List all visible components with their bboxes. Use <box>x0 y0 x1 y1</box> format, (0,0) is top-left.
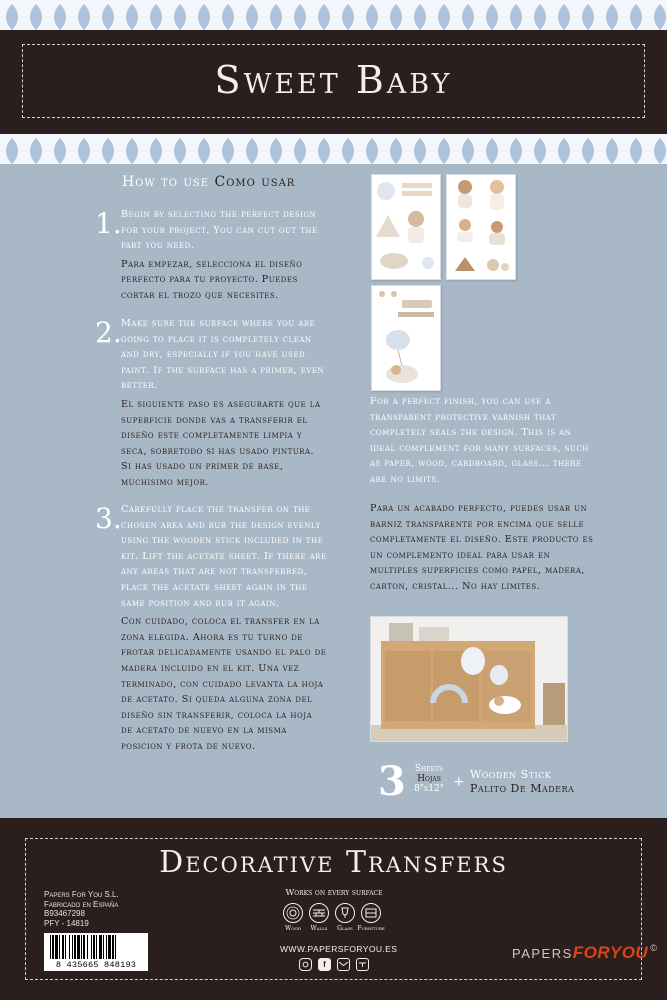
sheet-2-illustration <box>447 175 516 280</box>
product-code: PFY - 14819 <box>44 918 89 928</box>
finish-text-en: For a perfect finish, you can use a transparent protective varnish that completely seals the design. This is an ideal complement for many surfaces, such as paper, wood, cardboard, glass... there are no limits. <box>370 396 589 485</box>
step-number: 2. <box>95 316 122 349</box>
leaf-pattern-band-mid <box>0 134 667 164</box>
leaf-pattern <box>0 134 667 164</box>
wooden-stick-label-es: Palito De Madera <box>470 782 575 795</box>
made-in-label: Fabricado en España <box>44 899 119 909</box>
finish-text-es: Para un acabado perfecto, puedes usar un barniz transparente por encima que selle completamente el diseño. Este producto es un complemento ideal para usar en multiples superficies como papel, madera, carton, cristal... No hay limites. <box>370 503 594 592</box>
surface-label: Wood <box>285 925 301 932</box>
sheets-label-en: Sheets <box>414 764 444 774</box>
brand-logo <box>512 943 657 963</box>
step-text-en: Carefully place the transfer on the chosen area and rub the design evenly using the wooden stick included in the kit. Lift the acetate sheet. If there are any areas that are not transferred, place the acetate sheet again in the same position and rub it again. <box>121 504 327 609</box>
barcode-bar <box>112 935 114 959</box>
kit-contents-badge <box>378 760 578 804</box>
step-number: 1. <box>95 207 122 240</box>
barcode-bar <box>115 935 116 959</box>
step-text-es: El siguiente paso es asegurarte que la superficie donde vas a transferir el diseño este completamente limpia y seca, sobretodo si has usado pintura. Si has usado un primer de base, muchisimo mejor. <box>121 398 321 488</box>
header-banner <box>0 30 667 134</box>
sheet-3-illustration <box>372 286 441 391</box>
step-text-es: Con cuidado, coloca el transfer en la zona elegida. Ahora es tu turno de frotar delicadamente usando el palo de madera incluido en el kit. Una vez terminado, con cuidado levanta la hoja de acetato. Si queda alguna zona del diseño sin transferir, coloca la hoja de acetato de nuevo en la misma posicion y frota de nuevo. <box>121 616 327 752</box>
collection-name: Sweet Baby <box>214 58 453 102</box>
step-text-en: Make sure the surface where you are going to place it is completely clean and dry, especially if you have used paint. If the surface has a primer, even better. <box>121 318 325 392</box>
website-link[interactable]: WWW.PAPERSFORYOU.ES <box>280 944 398 954</box>
room-illustration <box>371 617 568 742</box>
brand-logo-reg: © <box>650 943 658 954</box>
product-line-title: Decorative Transfers <box>159 845 508 880</box>
transfer-sheet-preview-2 <box>446 174 516 280</box>
sheet-size: 8"x12" <box>414 784 444 794</box>
sheet-1-illustration <box>372 175 441 280</box>
barcode-bar <box>99 935 102 959</box>
how-to-heading-es: Como usar <box>214 174 296 190</box>
instructions-panel <box>0 164 667 818</box>
barcode-bar <box>65 935 66 959</box>
barcode-bar <box>93 935 95 959</box>
walls-icon <box>309 903 329 923</box>
company-info <box>44 890 119 928</box>
how-to-heading-en: How to use <box>122 174 210 190</box>
barcode-bar <box>62 935 64 959</box>
sheet-count: 3 <box>378 758 406 805</box>
brand-logo-accent: FORYOU <box>572 943 649 962</box>
surface-label: Furniture <box>357 925 385 932</box>
barcode-bar <box>103 935 104 959</box>
mail-icon[interactable] <box>337 958 350 971</box>
barcode-bar <box>74 935 76 959</box>
leaf-pattern <box>0 0 667 30</box>
transfer-sheet-preview-3 <box>371 285 441 391</box>
plus-sign: + <box>453 774 465 790</box>
barcode-bar <box>69 935 70 959</box>
wood-icon <box>283 903 303 923</box>
barcode-bar <box>50 935 51 959</box>
step-2 <box>95 316 327 491</box>
barcode-bar <box>77 935 80 959</box>
sheets-label <box>408 764 450 794</box>
ref-code: B93467298 <box>44 909 85 918</box>
surface-label: Walls <box>310 925 328 932</box>
barcode-bar <box>96 935 97 959</box>
brand-logo-prefix: PAPERS <box>512 946 573 961</box>
step-number: 3. <box>95 502 122 535</box>
barcode-bar <box>108 935 111 959</box>
facebook-icon[interactable]: f <box>318 958 331 971</box>
barcode-bar <box>106 935 107 959</box>
barcode-digits: 8 435665 848193 <box>55 960 137 970</box>
footer-banner <box>0 818 667 1000</box>
surface-furniture <box>356 903 386 932</box>
barcode-bar <box>55 935 58 959</box>
barcode-bar <box>52 935 54 959</box>
step-text-es: Para empezar, selecciona el diseño perfecto para tu proyecto. Puedes cortar el trozo que necesites. <box>121 258 303 301</box>
sheets-label-es: Hojas <box>417 774 441 784</box>
step-1 <box>95 207 327 304</box>
glass-icon <box>335 903 355 923</box>
company-name: Papers For You S.L. <box>44 890 119 899</box>
works-on-label: Works on every surface <box>285 888 383 898</box>
how-to-heading <box>122 174 295 190</box>
transfer-sheet-preview-1 <box>371 174 441 280</box>
barcode-bar <box>91 935 92 959</box>
barcode-bar <box>87 935 88 959</box>
wooden-stick-label-en: Wooden Stick <box>470 768 552 781</box>
furniture-icon <box>361 903 381 923</box>
barcode-bar <box>59 935 60 959</box>
barcode-bars <box>49 935 143 959</box>
web-icon[interactable] <box>356 958 369 971</box>
barcode <box>44 933 148 971</box>
instagram-icon[interactable] <box>299 958 312 971</box>
room-example-photo <box>370 616 568 742</box>
barcode-bar <box>72 935 73 959</box>
barcode-bar <box>81 935 82 959</box>
surface-label: Glass <box>337 925 353 932</box>
step-3 <box>95 502 327 755</box>
step-text-en: Begin by selecting the perfect design for your project. You can cut out the part you need. <box>121 209 318 252</box>
leaf-pattern-band-top <box>0 0 667 30</box>
barcode-bar <box>83 935 85 959</box>
